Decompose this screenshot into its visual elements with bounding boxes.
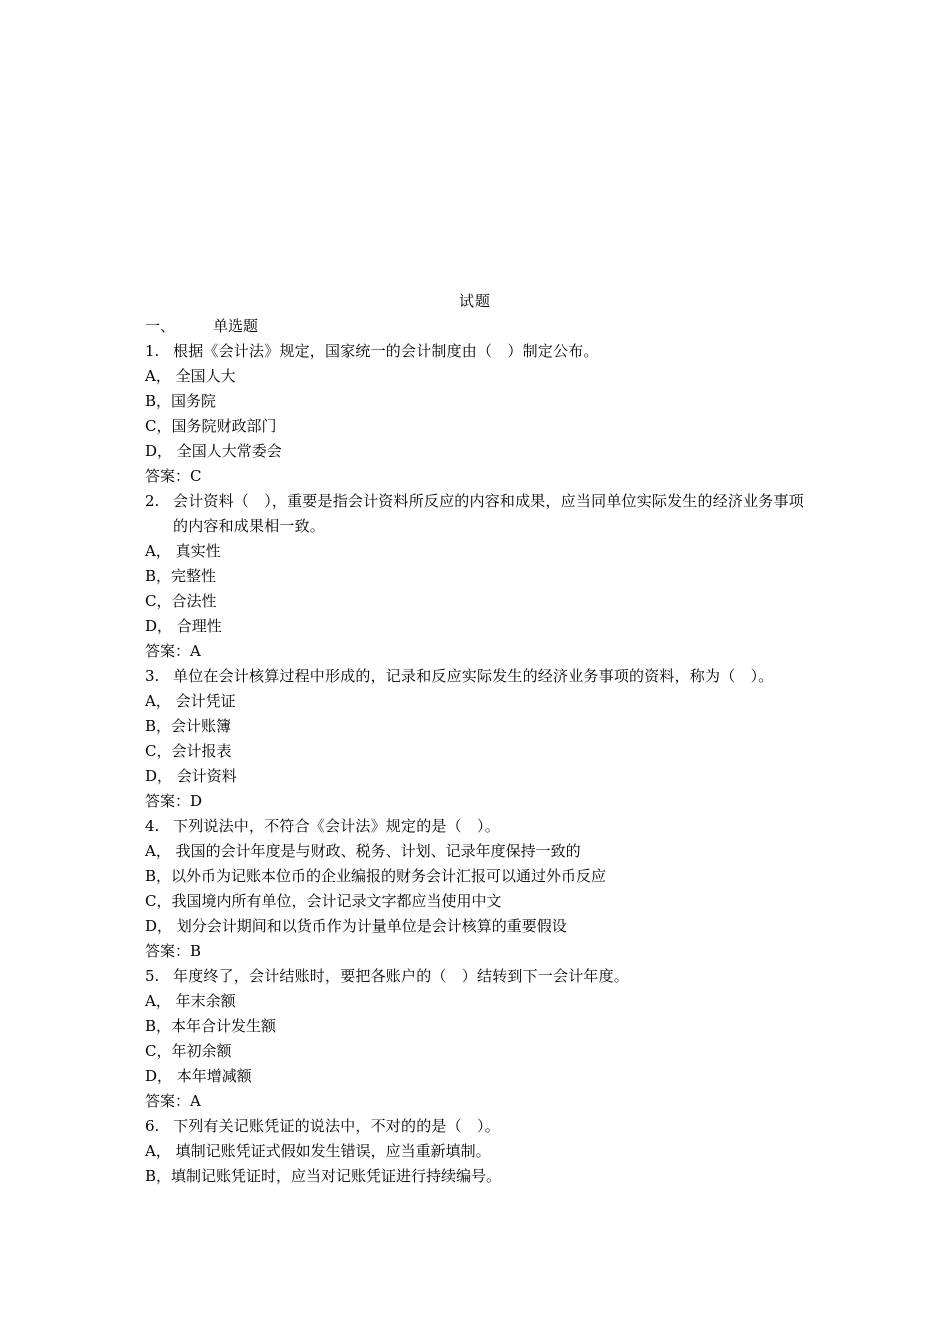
question-number: 2. bbox=[145, 492, 160, 510]
question-text: 下列有关记账凭证的说法中，不对的的是（ ）。 bbox=[173, 1117, 500, 1135]
question-text: 单位在会计核算过程中形成的，记录和反应实际发生的经济业务事项的资料，称为（ ）。 bbox=[173, 667, 774, 685]
option-d: D， 全国人大常委会 bbox=[145, 442, 282, 460]
section-number: 一、 bbox=[145, 317, 176, 335]
option-c: C，合法性 bbox=[145, 592, 217, 610]
document-title: 试题 bbox=[458, 292, 491, 310]
question-number: 6. bbox=[145, 1117, 160, 1135]
option-b: B，会计账簿 bbox=[145, 717, 232, 735]
question bbox=[145, 489, 810, 539]
question bbox=[145, 1114, 810, 1139]
answer: 答案：C bbox=[145, 467, 202, 485]
option-c: C，国务院财政部门 bbox=[145, 417, 277, 435]
question-text: 根据《会计法》规定，国家统一的会计制度由（ ）制定公布。 bbox=[173, 342, 599, 360]
option-c: C，会计报表 bbox=[145, 742, 232, 760]
option-d: D， 会计资料 bbox=[145, 767, 237, 785]
option-b: B，国务院 bbox=[145, 392, 217, 410]
question-number: 5. bbox=[145, 967, 160, 985]
option-a: A， 全国人大 bbox=[145, 367, 236, 385]
question bbox=[145, 664, 810, 689]
question-number: 4. bbox=[145, 817, 160, 835]
option-a: A， 真实性 bbox=[145, 542, 221, 560]
option-c: C，我国境内所有单位，会计记录文字都应当使用中文 bbox=[145, 892, 502, 910]
question-text: 下列说法中，不符合《会计法》规定的是（ ）。 bbox=[173, 817, 500, 835]
question-text: 会计资料（ ），重要是指会计资料所反应的内容和成果，应当同单位实际发生的经济业务事项的内容和成果相一致。 bbox=[173, 492, 804, 535]
option-d: D， 划分会计期间和以货币作为计量单位是会计核算的重要假设 bbox=[145, 917, 567, 935]
option-a: A， 会计凭证 bbox=[145, 692, 236, 710]
option-c: C，年初余额 bbox=[145, 1042, 232, 1060]
option-b: B，本年合计发生额 bbox=[145, 1017, 277, 1035]
answer: 答案：A bbox=[145, 642, 201, 660]
option-a: A， 填制记账凭证式假如发生错误，应当重新填制。 bbox=[145, 1142, 491, 1160]
section-label: 单选题 bbox=[213, 317, 259, 335]
option-d: D， 合理性 bbox=[145, 617, 222, 635]
question-number: 3. bbox=[145, 667, 160, 685]
option-a: A， 我国的会计年度是与财政、税务、计划、记录年度保持一致的 bbox=[145, 842, 581, 860]
document-body bbox=[145, 314, 810, 1189]
option-b: B，填制记账凭证时，应当对记账凭证进行持续编号。 bbox=[145, 1167, 502, 1185]
option-b: B，以外币为记账本位币的企业编报的财务会计汇报可以通过外币反应 bbox=[145, 867, 607, 885]
answer: 答案：D bbox=[145, 792, 203, 810]
answer: 答案：A bbox=[145, 1092, 201, 1110]
option-b: B，完整性 bbox=[145, 567, 217, 585]
section-heading bbox=[145, 314, 810, 339]
option-a: A， 年末余额 bbox=[145, 992, 236, 1010]
question-text: 年度终了，会计结账时，要把各账户的（ ）结转到下一会计年度。 bbox=[173, 967, 630, 985]
option-d: D， 本年增减额 bbox=[145, 1067, 252, 1085]
question bbox=[145, 814, 810, 839]
question-number: 1. bbox=[145, 342, 160, 360]
question bbox=[145, 964, 810, 989]
answer: 答案：B bbox=[145, 942, 202, 960]
question bbox=[145, 339, 810, 364]
